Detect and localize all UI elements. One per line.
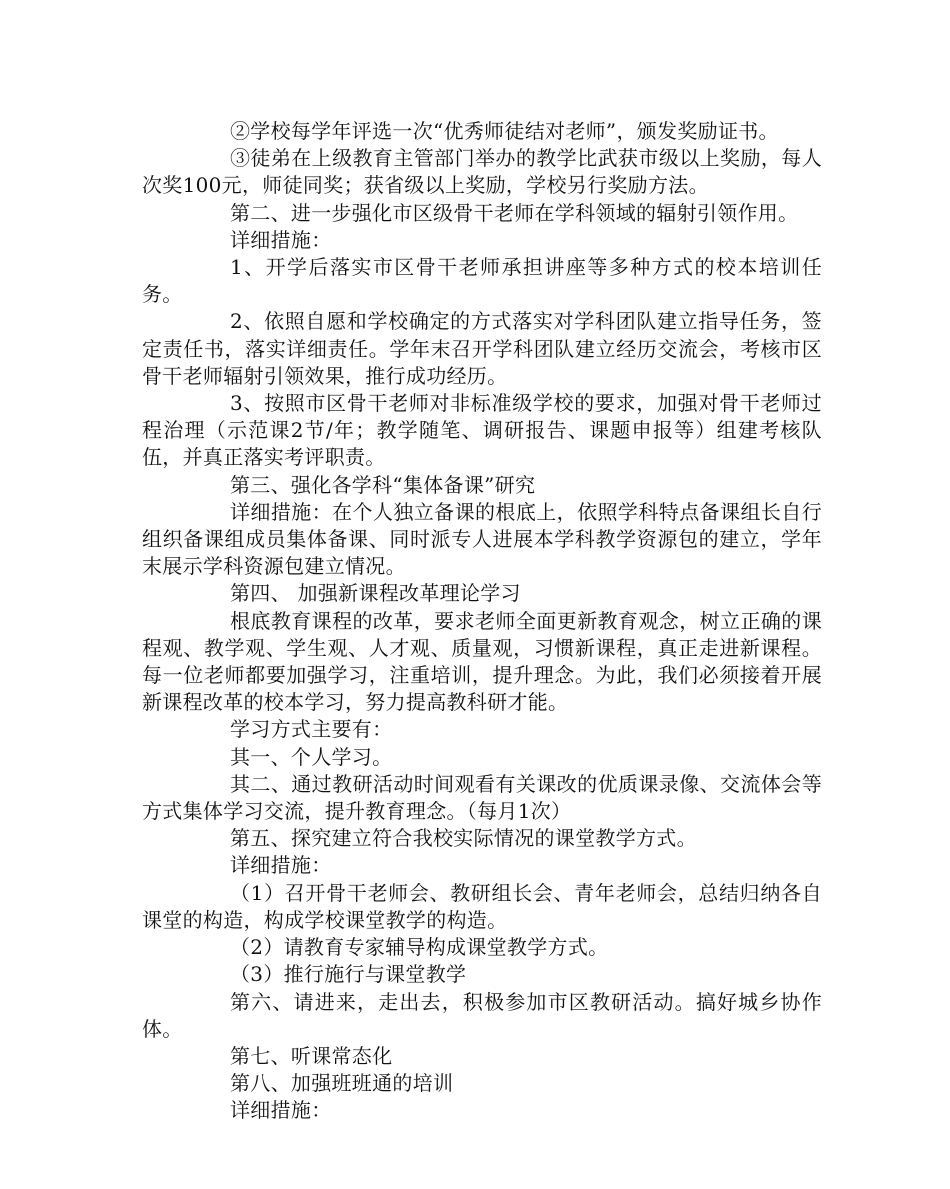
section-heading: 第八、加强班班通的培训: [230, 1071, 454, 1096]
paragraph: 详细措施：: [230, 227, 332, 252]
section-heading: 第六、请进来，走出去，积极参加市区教研活动。搞好城乡协作体。: [142, 989, 822, 1041]
paragraph: 详细措施：: [230, 853, 332, 878]
paragraph: 1、开学后落实市区骨干老师承担讲座等多种方式的校本培训任务。: [142, 255, 822, 307]
paragraph: （3）推行施行与课堂教学: [230, 962, 467, 987]
paragraph: （2）请教育专家辅导构成课堂教学方式。: [230, 935, 609, 960]
section-heading: 第二、进一步强化市区级骨干老师在学科领域的辐射引领作用。: [230, 200, 799, 225]
paragraph: 其一、个人学习。: [230, 744, 393, 769]
section-heading: 第三、强化各学科“集体备课”研究: [230, 472, 536, 497]
section-heading: 第四、 加强新课程改革理论学习: [230, 581, 521, 606]
paragraph: 根底教育课程的改革，要求老师全面更新教育观念，树立正确的课程观、教学观、学生观、人才观、质量观，习惯新课程，真正走进新课程。每一位老师都要加强学习，注重培训，提升理念。为此，我们必须接着开展新课程改革的校本学习，努力提高教科研才能。: [142, 608, 822, 715]
paragraph: 其二、通过教研活动时间观看有关课改的优质课录像、交流体会等方式集体学习交流，提升教育理念。（每月1次）: [142, 771, 822, 824]
paragraph: 学习方式主要有：: [230, 717, 393, 742]
section-heading: 第七、听课常态化: [230, 1043, 393, 1068]
paragraph: （1）召开骨干老师会、教研组长会、青年老师会，总结归纳各自课堂的构造，构成学校课堂教学的构造。: [142, 880, 822, 932]
paragraph: 3、按照市区骨干老师对非标准级学校的要求，加强对骨干老师过程治理（示范课2节/年；教学随笔、调研报告、课题申报等）组建考核队伍，并真正落实考评职责。: [142, 391, 822, 470]
paragraph: 详细措施：在个人独立备课的根底上，依照学科特点备课组长自行组织备课组成员集体备课、同时派专人进展本学科教学资源包的建立，学年末展示学科资源包建立情况。: [142, 499, 822, 579]
paragraph: 2、依照自愿和学校确定的方式落实对学科团队建立指导任务，签定责任书，落实详细责任。学年末召开学科团队建立经历交流会，考核市区骨干老师辐射引领效果，推行成功经历。: [142, 309, 822, 388]
document-body: [142, 118, 822, 1125]
section-heading: 第五、探究建立符合我校实际情况的课堂教学方式。: [230, 826, 697, 851]
paragraph: 详细措施：: [230, 1098, 332, 1123]
paragraph: ③徒弟在上级教育主管部门举办的教学比武获市级以上奖励，每人次奖100元，师徒同奖；获省级以上奖励，学校另行奖励方法。: [142, 146, 822, 198]
paragraph: ②学校每学年评选一次“优秀师徒结对老师”，颁发奖励证书。: [230, 119, 779, 143]
